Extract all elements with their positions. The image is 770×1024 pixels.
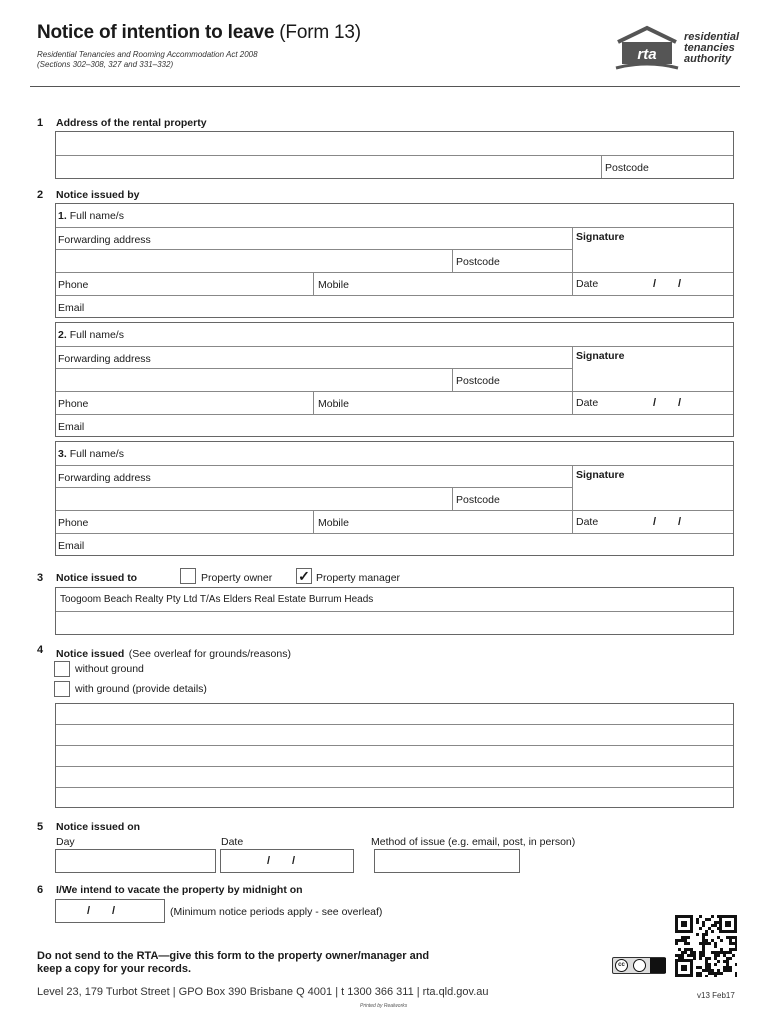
- email-label-2[interactable]: Email: [58, 421, 85, 433]
- section-6-label: I/We intend to vacate the property by midnight on: [56, 884, 303, 896]
- day-field[interactable]: [55, 849, 216, 873]
- issued-to-field[interactable]: [55, 587, 734, 635]
- signature-label-3[interactable]: Signature: [576, 469, 625, 481]
- notice-period-note: (Minimum notice periods apply - see overleaf): [170, 906, 383, 918]
- section-5-label: Notice issued on: [56, 821, 141, 833]
- fullname-label-2[interactable]: 2. Full name/s: [58, 329, 124, 341]
- with-ground-checkbox[interactable]: [54, 681, 70, 697]
- section-4-label: Notice issued (See overleaf for grounds/reasons): [56, 648, 291, 660]
- section-1-number: 1: [37, 117, 44, 129]
- section-6-number: 6: [37, 884, 44, 896]
- signature-label-1[interactable]: Signature: [576, 231, 625, 243]
- phone-label-2[interactable]: Phone: [58, 398, 89, 410]
- section-2-label: Notice issued by: [56, 189, 140, 201]
- postcode-label-3[interactable]: Postcode: [456, 494, 500, 506]
- postcode-label: Postcode: [605, 162, 649, 174]
- method-field[interactable]: [374, 849, 520, 873]
- address-field[interactable]: [55, 131, 734, 179]
- cc-icon: cc: [615, 959, 628, 972]
- forwarding-label-2[interactable]: Forwarding address: [58, 353, 151, 365]
- qr-code-icon: [675, 915, 737, 977]
- section-3-label: Notice issued to: [56, 572, 138, 584]
- form-title: Notice of intention to leave (Form 13): [37, 22, 361, 43]
- attribution-icon: [633, 959, 646, 972]
- footer-address: Level 23, 179 Turbot Street | GPO Box 390 Brisbane Q 4001 | t 1300 366 311 | rta.qld.gov.au: [37, 986, 489, 998]
- mobile-label-2[interactable]: Mobile: [318, 398, 349, 410]
- issue-date-field[interactable]: / /: [220, 849, 354, 873]
- phone-label-3[interactable]: Phone: [58, 517, 89, 529]
- date-label-2[interactable]: Date: [576, 397, 599, 409]
- version-label: v13 Feb17: [697, 991, 735, 1000]
- date-label-1[interactable]: Date: [576, 278, 599, 290]
- svg-text:rta: rta: [637, 46, 657, 63]
- section-2-number: 2: [37, 189, 44, 201]
- section-1-label: Address of the rental property: [56, 117, 207, 129]
- issuer-block-1: 1. Full name/s Forwarding address Postcode Signature Phone Mobile Date / / Email: [55, 203, 734, 318]
- printed-by: Printed by Realworks: [360, 1003, 408, 1009]
- vacate-date-field[interactable]: / /: [55, 899, 165, 923]
- date-label-3[interactable]: Date: [576, 516, 599, 528]
- without-ground-label: without ground: [75, 663, 144, 675]
- section-3-number: 3: [37, 572, 44, 584]
- fullname-label-3[interactable]: 3. Full name/s: [58, 448, 124, 460]
- email-label-3[interactable]: Email: [58, 540, 85, 552]
- creative-commons-badge: [612, 957, 666, 974]
- fullname-label-1[interactable]: 1. Full name/s: [58, 210, 124, 222]
- postcode-label-1[interactable]: Postcode: [456, 256, 500, 268]
- warning-text: Do not send to the RTA—give this form to the property owner/manager and keep a copy for your records.: [37, 950, 430, 975]
- forwarding-label-1[interactable]: Forwarding address: [58, 234, 151, 246]
- issuer-block-2: 2. Full name/s Forwarding address Postcode Signature Phone Mobile Date / / Email: [55, 322, 734, 437]
- header-divider: [30, 86, 740, 87]
- section-5-number: 5: [37, 821, 44, 833]
- signature-label-2[interactable]: Signature: [576, 350, 625, 362]
- section-4-number: 4: [37, 644, 44, 656]
- property-manager-checkbox[interactable]: ✓: [296, 568, 312, 584]
- property-owner-checkbox[interactable]: [180, 568, 196, 584]
- house-logo-icon: [614, 24, 680, 72]
- act-reference: Residential Tenancies and Rooming Accommodation Act 2008 (Sections 302–308, 327 and 331–332): [37, 50, 258, 69]
- without-ground-checkbox[interactable]: [54, 661, 70, 677]
- phone-label-1[interactable]: Phone: [58, 279, 89, 291]
- issuer-block-3: 3. Full name/s Forwarding address Postcode Signature Phone Mobile Date / / Email: [55, 441, 734, 556]
- mobile-label-1[interactable]: Mobile: [318, 279, 349, 291]
- email-label-1[interactable]: Email: [58, 302, 85, 314]
- issued-to-value: Toogoom Beach Realty Pty Ltd T/As Elders Real Estate Burrum Heads: [60, 594, 374, 605]
- with-ground-label: with ground (provide details): [75, 683, 207, 695]
- postcode-label-2[interactable]: Postcode: [456, 375, 500, 387]
- forwarding-label-3[interactable]: Forwarding address: [58, 472, 151, 484]
- property-owner-label: Property owner: [201, 572, 273, 584]
- ground-details-field[interactable]: [55, 703, 734, 808]
- day-label: Day: [56, 836, 75, 848]
- date-label: Date: [221, 836, 244, 848]
- rta-logo: rta residential tenancies authority: [614, 24, 744, 72]
- method-label: Method of issue (e.g. email, post, in person): [371, 836, 576, 848]
- property-manager-label: Property manager: [316, 572, 401, 584]
- mobile-label-3[interactable]: Mobile: [318, 517, 349, 529]
